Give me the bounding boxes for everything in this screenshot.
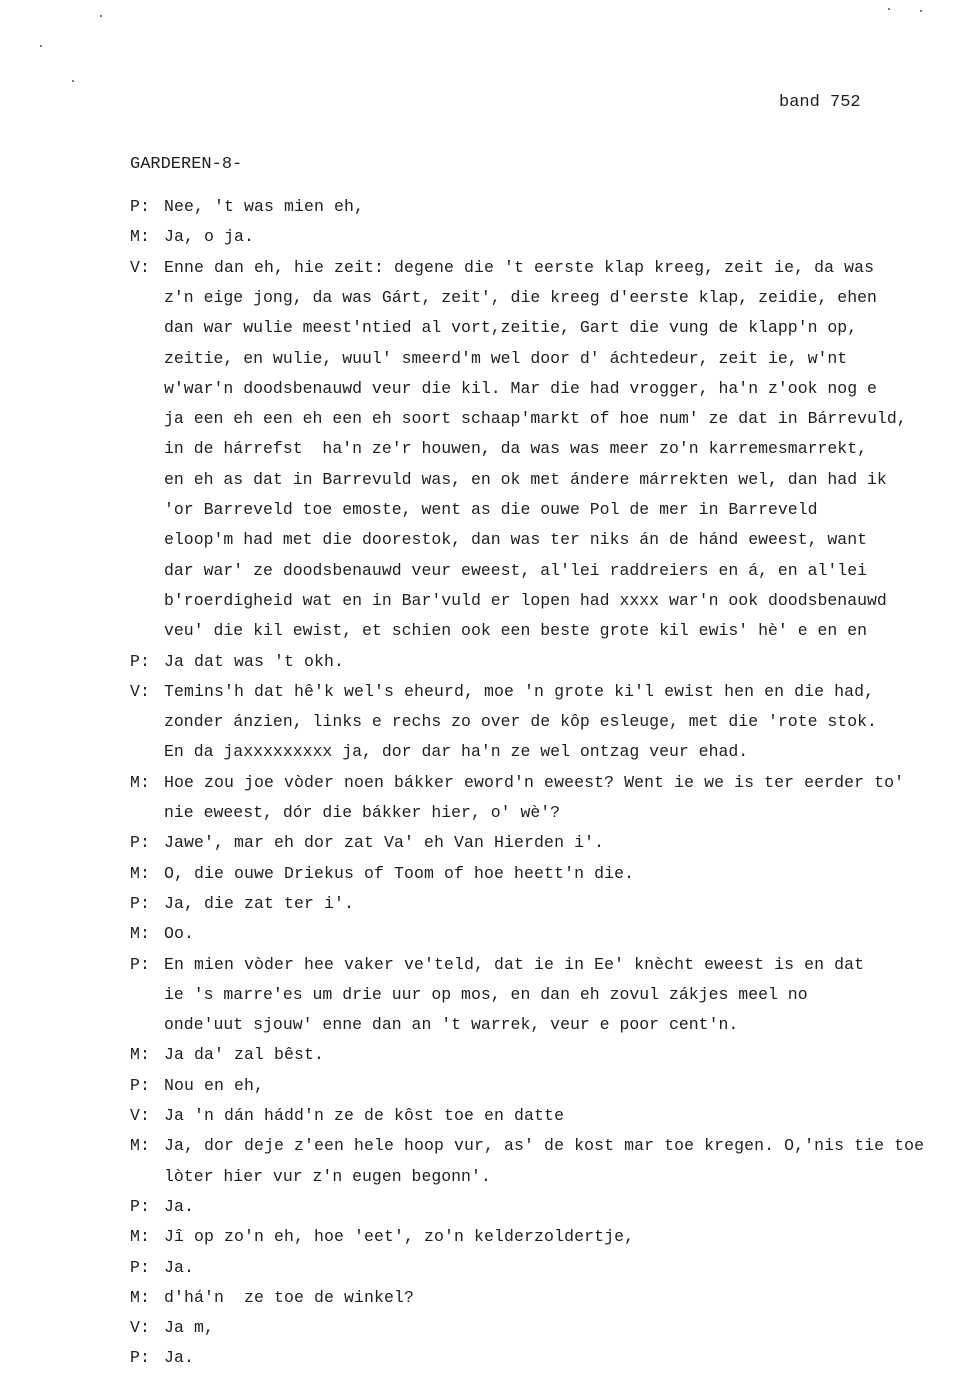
dialogue-line bbox=[130, 1075, 264, 1097]
continuation-line: nie eweest, dór die bákker hier, o' wè'? bbox=[164, 803, 561, 822]
continuation-line: w'war'n doodsbenauwd veur die kil. Mar die had vrogger, ha'n z'ook nog e bbox=[164, 379, 877, 398]
line-text: Ja, dor deje z'een hele hoop vur, as' de kost mar toe kregen. O,'nis tie toe bbox=[164, 1136, 925, 1155]
continuation-line: ja een eh een eh een eh soort schaap'markt of hoe num' ze dat in Bárrevuld, bbox=[164, 409, 907, 428]
line-text: Temins'h dat hê'k wel's eheurd, moe 'n grote ki'l ewist hen en die had, bbox=[164, 682, 875, 701]
line-text: Ja. bbox=[164, 1258, 195, 1277]
dialogue-line bbox=[130, 1135, 924, 1157]
document-title: GARDEREN-8- bbox=[130, 155, 243, 174]
continuation-line: zeitie, en wulie, wuul' smeerd'm wel door d' áchtedeur, zeit ie, w'nt bbox=[164, 349, 848, 368]
speaker-label: M: bbox=[130, 864, 151, 883]
line-text: d'há'n ze toe de winkel? bbox=[164, 1288, 415, 1307]
line-text: Enne dan eh, hie zeit: degene die 't eerste klap kreeg, zeit ie, da was bbox=[164, 258, 875, 277]
dialogue-line bbox=[130, 257, 874, 279]
dialogue-line bbox=[130, 1105, 564, 1127]
speaker-label: P: bbox=[130, 955, 151, 974]
dialogue-line bbox=[130, 681, 874, 703]
continuation-line: lòter hier vur z'n eugen begonn'. bbox=[164, 1167, 491, 1186]
dialogue-line bbox=[130, 1257, 194, 1279]
dialogue-line bbox=[130, 923, 194, 945]
line-text: O, die ouwe Driekus of Toom of hoe heett'n die. bbox=[164, 864, 635, 883]
speaker-label: V: bbox=[130, 1318, 151, 1337]
speaker-label: M: bbox=[130, 1288, 151, 1307]
speaker-label: M: bbox=[130, 227, 151, 246]
continuation-line: zonder ánzien, links e rechs zo over de kôp esleuge, met die 'rote stok. bbox=[164, 712, 877, 731]
speaker-label: M: bbox=[130, 773, 151, 792]
dialogue-line bbox=[130, 863, 634, 885]
dialogue-line bbox=[130, 893, 354, 915]
speaker-label: M: bbox=[130, 924, 151, 943]
speaker-label: M: bbox=[130, 1045, 151, 1064]
continuation-line: en eh as dat in Barrevuld was, en ok met ándere márrekten wel, dan had ik bbox=[164, 470, 887, 489]
continuation-line: En da jaxxxxxxxxx ja, dor dar ha'n ze wel ontzag veur ehad. bbox=[164, 742, 749, 761]
continuation-line: dan war wulie meest'ntied al vort,zeitie, Gart die vung de klapp'n op, bbox=[164, 318, 858, 337]
dialogue-line bbox=[130, 1044, 324, 1066]
speaker-label: V: bbox=[130, 1106, 151, 1125]
speaker-label: P: bbox=[130, 1258, 151, 1277]
dialogue-line bbox=[130, 772, 904, 794]
line-text: Jî op zo'n eh, hoe 'eet', zo'n kelderzoldertje, bbox=[164, 1227, 635, 1246]
continuation-line: veu' die kil ewist, et schien ook een beste grote kil ewis' hè' e en en bbox=[164, 621, 868, 640]
speaker-label: P: bbox=[130, 1076, 151, 1095]
scan-speck bbox=[100, 15, 102, 17]
line-text: Ja, die zat ter i'. bbox=[164, 894, 355, 913]
line-text: Jawe', mar eh dor zat Va' eh Van Hierden i'. bbox=[164, 833, 605, 852]
speaker-label: P: bbox=[130, 652, 151, 671]
continuation-line: in de hárrefst ha'n ze'r houwen, da was was meer zo'n karremesmarrekt, bbox=[164, 439, 868, 458]
speaker-label: P: bbox=[130, 894, 151, 913]
line-text: Ja, o ja. bbox=[164, 227, 255, 246]
scan-speck bbox=[920, 10, 922, 12]
scan-speck bbox=[888, 8, 890, 10]
continuation-line: b'roerdigheid wat en in Bar'vuld er lopen had xxxx war'n ook doodsbenauwd bbox=[164, 591, 887, 610]
dialogue-line bbox=[130, 651, 344, 673]
speaker-label: V: bbox=[130, 682, 151, 701]
scan-speck bbox=[40, 45, 42, 47]
continuation-line: eloop'm had met die doorestok, dan was ter niks án de hánd eweest, want bbox=[164, 530, 868, 549]
speaker-label: M: bbox=[130, 1136, 151, 1155]
line-text: Oo. bbox=[164, 924, 195, 943]
continuation-line: 'or Barreveld toe emoste, went as die ouwe Pol de mer in Barreveld bbox=[164, 500, 818, 519]
dialogue-line bbox=[130, 1196, 194, 1218]
continuation-line: onde'uut sjouw' enne dan an 't warrek, veur e poor cent'n. bbox=[164, 1015, 739, 1034]
dialogue-line bbox=[130, 1347, 194, 1369]
dialogue-line bbox=[130, 196, 364, 218]
line-text: Ja 'n dán hádd'n ze de kôst toe en datte bbox=[164, 1106, 565, 1125]
scan-speck bbox=[72, 80, 74, 82]
speaker-label: P: bbox=[130, 1197, 151, 1216]
dialogue-line bbox=[130, 1317, 214, 1339]
speaker-label: V: bbox=[130, 258, 151, 277]
speaker-label: P: bbox=[130, 1348, 151, 1367]
line-text: Nee, 't was mien eh, bbox=[164, 197, 365, 216]
continuation-line: dar war' ze doodsbenauwd veur eweest, al'lei raddreiers en á, en al'lei bbox=[164, 561, 868, 580]
speaker-label: P: bbox=[130, 197, 151, 216]
line-text: En mien vòder hee vaker ve'teld, dat ie in Ee' knècht eweest is en dat bbox=[164, 955, 865, 974]
line-text: Ja da' zal bêst. bbox=[164, 1045, 325, 1064]
line-text: Ja dat was 't okh. bbox=[164, 652, 345, 671]
band-number: band 752 bbox=[779, 93, 861, 112]
dialogue-line bbox=[130, 1287, 414, 1309]
dialogue-line bbox=[130, 954, 864, 976]
line-text: Ja. bbox=[164, 1197, 195, 1216]
line-text: Nou en eh, bbox=[164, 1076, 265, 1095]
line-text: Hoe zou joe vòder noen bákker eword'n eweest? Went ie we is ter eerder to' bbox=[164, 773, 905, 792]
speaker-label: M: bbox=[130, 1227, 151, 1246]
line-text: Ja. bbox=[164, 1348, 195, 1367]
continuation-line: ie 's marre'es um drie uur op mos, en dan eh zovul zákjes meel no bbox=[164, 985, 808, 1004]
dialogue-line bbox=[130, 226, 254, 248]
continuation-line: z'n eige jong, da was Gárt, zeit', die kreeg d'eerste klap, zeidie, ehen bbox=[164, 288, 877, 307]
line-text: Ja m, bbox=[164, 1318, 215, 1337]
dialogue-line bbox=[130, 832, 604, 854]
dialogue-line bbox=[130, 1226, 634, 1248]
speaker-label: P: bbox=[130, 833, 151, 852]
